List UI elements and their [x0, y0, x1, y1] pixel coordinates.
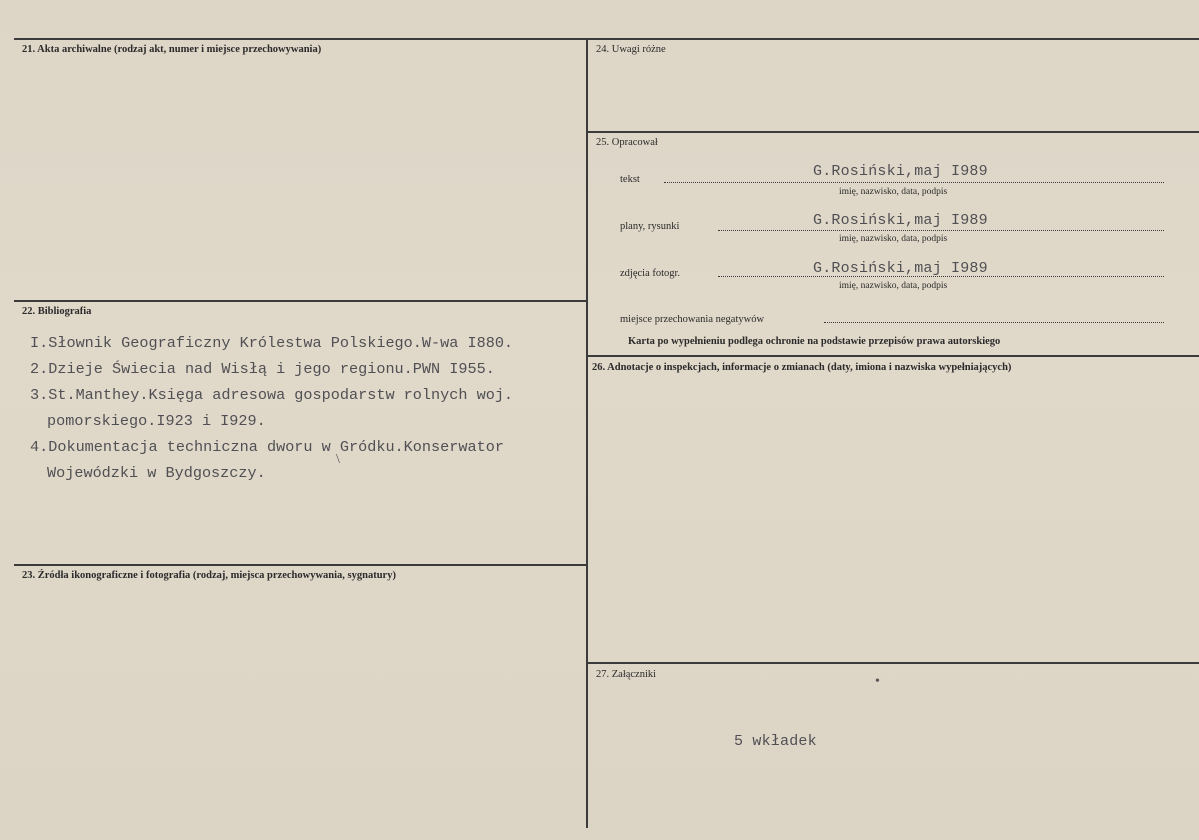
- field-23-label: 23. Źródła ikonograficzne i fotografia (rodzaj, miejsca przechowywania, sygnatury): [22, 570, 396, 581]
- rule-24-25: [586, 131, 1199, 133]
- rule-26-27: [586, 662, 1199, 664]
- rule-25-26: [586, 355, 1199, 357]
- bibliography-list: [30, 330, 513, 486]
- tekst-value: G.Rosiński,maj I989: [813, 163, 988, 180]
- field-26-label: 26. Adnotacje o inspekcjach, informacje o zmianach (daty, imiona i nazwiska wypełniających): [592, 362, 1012, 373]
- zdjecia-value: G.Rosiński,maj I989: [813, 260, 988, 277]
- bibliography-entry-4-cont: Wojewódzki w Bydgoszczy.: [47, 464, 266, 482]
- field-21-label: 21. Akta archiwalne (rodzaj akt, numer i miejsce przechowywania): [22, 44, 322, 55]
- tekst-caption: imię, nazwisko, data, podpis: [839, 187, 948, 197]
- zdjecia-label: zdjęcia fotogr.: [620, 268, 681, 279]
- rule-22-23: [14, 564, 586, 566]
- bibliography-entry-4: 4.Dokumentacja techniczna dworu w Gródku.Konserwator: [30, 438, 504, 456]
- bibliography-entry-1: I.Słownik Geograficzny Królestwa Polskiego.W-wa I880.: [30, 334, 514, 352]
- column-divider: [586, 38, 588, 828]
- plany-value: G.Rosiński,maj I989: [813, 212, 988, 229]
- field-27-label: 27. Załączniki: [596, 669, 657, 680]
- plany-label: plany, rysunki: [620, 221, 680, 232]
- copyright-note: Karta po wypełnieniu podlega ochronie na podstawie przepisów prawa autorskiego: [628, 336, 1001, 347]
- field-24-label: 24. Uwagi różne: [596, 44, 666, 55]
- rule-21-22: [14, 300, 586, 302]
- negatywy-line: [824, 322, 1164, 323]
- negatywy-label: miejsce przechowania negatywów: [620, 314, 765, 325]
- plany-line: [718, 230, 1164, 231]
- tekst-line: [664, 182, 1164, 183]
- tekst-label: tekst: [620, 174, 640, 185]
- bibliography-entry-3: 3.St.Manthey.Księga adresowa gospodarstw rolnych woj.: [30, 386, 514, 404]
- attachments-value: 5 wkładek: [734, 733, 817, 750]
- zdjecia-caption: imię, nazwisko, data, podpis: [839, 281, 948, 291]
- field-25-label: 25. Opracował: [596, 137, 658, 148]
- dot-mark: •: [875, 674, 880, 689]
- top-rule: [14, 38, 1199, 40]
- bibliography-entry-3-cont: pomorskiego.I923 i I929.: [47, 412, 266, 430]
- plany-caption: imię, nazwisko, data, podpis: [839, 234, 948, 244]
- stray-pen-mark: \: [336, 452, 340, 467]
- bibliography-entry-2: 2.Dzieje Świecia nad Wisłą i jego regionu.PWN I955.: [30, 360, 495, 378]
- field-22-label: 22. Bibliografia: [22, 306, 92, 317]
